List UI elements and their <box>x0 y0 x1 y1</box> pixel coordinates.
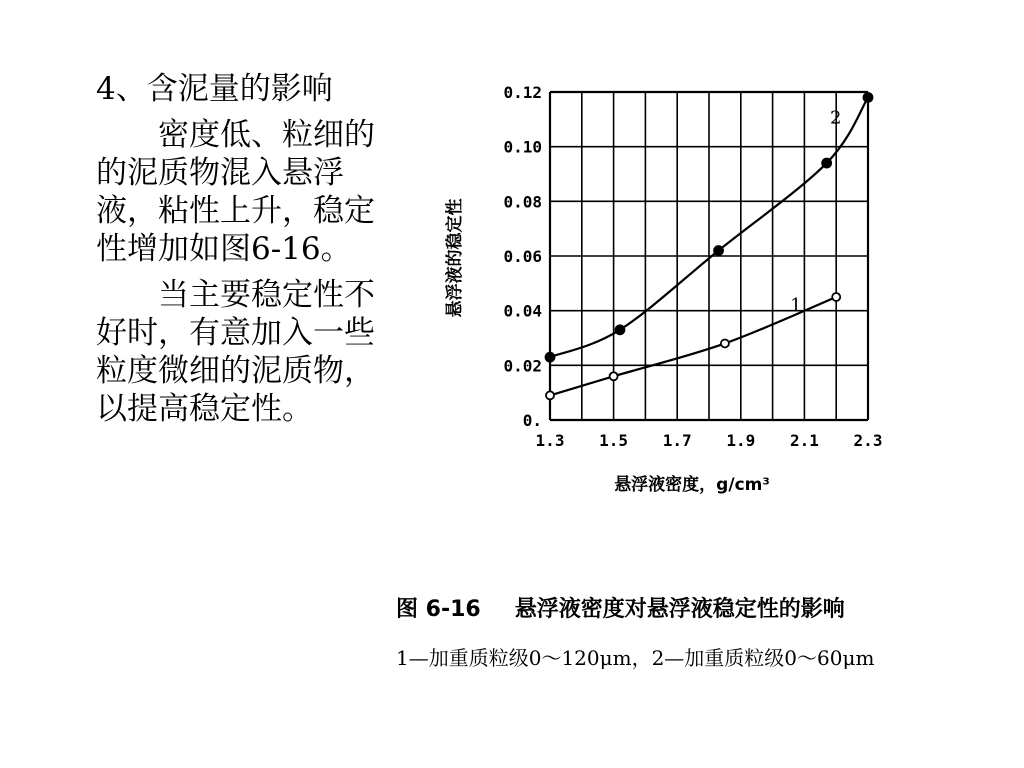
series-1-point <box>610 372 618 380</box>
figure-caption <box>396 592 845 623</box>
chart-tick-labels <box>503 83 882 450</box>
series-2-point <box>864 93 873 102</box>
series-1-label: 1 <box>790 295 802 316</box>
y-tick-label: 0.04 <box>503 301 542 321</box>
slide-text <box>96 70 381 436</box>
chart-grid <box>550 92 868 420</box>
x-tick-label: 1.3 <box>535 431 565 450</box>
stability-chart <box>430 80 883 500</box>
slide-heading: 4、含泥量的影响 <box>96 71 333 107</box>
paragraph-2: 当主要稳定性不好时，有意加入一些粒度微细的泥质物，以提高稳定性。 <box>96 277 375 427</box>
series-1-point <box>832 293 840 301</box>
x-tick-label: 1.7 <box>662 431 692 450</box>
x-tick-label: 2.3 <box>853 431 883 450</box>
y-tick-label: 0.02 <box>503 356 542 376</box>
x-axis-label: 悬浮液密度，g/cm³ <box>614 475 770 495</box>
x-tick-label: 1.5 <box>599 431 629 450</box>
series-2-point <box>822 159 831 168</box>
series-2-point <box>615 325 624 334</box>
figure-title: 悬浮液密度对悬浮液稳定性的影响 <box>514 597 845 622</box>
y-tick-label: 0. <box>522 411 542 430</box>
figure-number: 图 6-16 <box>396 597 481 622</box>
x-tick-label: 1.9 <box>726 431 756 450</box>
series-2-point <box>714 246 723 255</box>
y-tick-label: 0.10 <box>503 137 542 157</box>
series-1-point <box>721 339 729 347</box>
paragraph-1: 密度低、粒细的的泥质物混入悬浮液，粘性上升，稳定性增加如图6-16。 <box>96 117 375 267</box>
series-1-point <box>546 391 554 399</box>
y-tick-label: 0.12 <box>503 83 542 102</box>
y-axis-label: 悬浮液的稳定性 <box>445 198 465 318</box>
series-2-point <box>546 353 555 362</box>
y-tick-label: 0.08 <box>503 192 542 212</box>
series-2-label: 2 <box>830 107 842 129</box>
y-tick-label: 0.06 <box>503 247 542 266</box>
x-tick-label: 2.1 <box>789 431 819 450</box>
figure-note: 1—加重质粒级0～120μm，2—加重质粒级0～60μm <box>396 646 875 670</box>
